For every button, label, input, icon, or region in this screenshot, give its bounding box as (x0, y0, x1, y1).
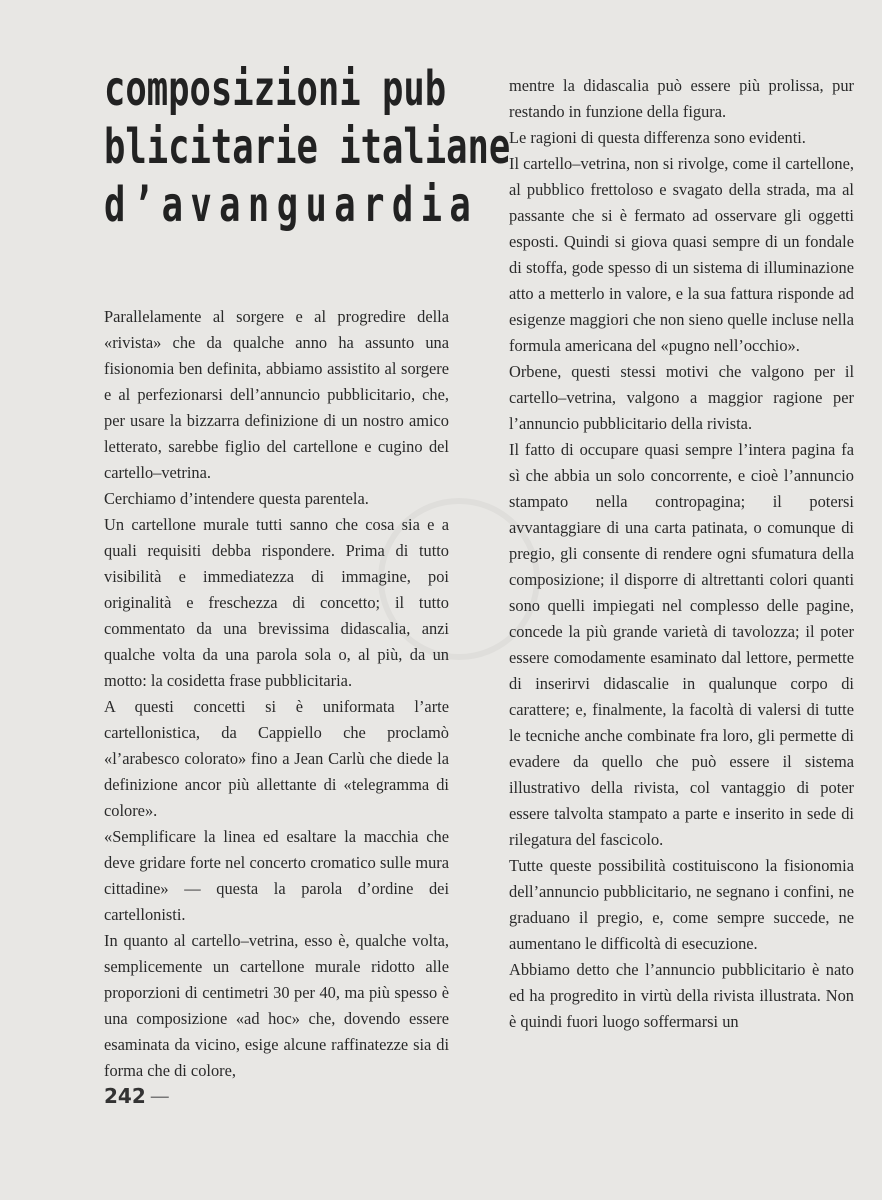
paragraph: A questi concetti si è uniformata l’arte cartellonistica, da Cappiello che proclamò «l’arabesco colorato» fino a Jean Carlù che diede la definizione ancor più allettante di «telegramma di colore». (104, 697, 449, 820)
paragraph: Un cartellone murale tutti sanno che cosa sia e a quali requisiti debba rispondere. Prima di tutto visibilità e immediatezza di immagine, poi originalità e freschezza di concetto; il tutto commentato da una brevissima didascalia, anzi qualche volta da una parola sola o, al più, da un motto: la cosidetta frase pubblicitaria. (104, 515, 449, 690)
right-column (509, 73, 854, 1035)
page-number (104, 1084, 170, 1108)
paragraph: Abbiamo detto che l’annuncio pubblicitario è nato ed ha progredito in virtù della rivista illustrata. Non è quindi fuori luogo soffermarsi un (509, 960, 854, 1031)
paragraph: mentre la didascalia può essere più prolissa, pur restando in funzione della figura. (509, 76, 854, 121)
page-number-dash: — (149, 1084, 170, 1108)
paragraph: Tutte queste possibilità costituiscono la fisionomia dell’annuncio pubblicitario, ne segnano i confini, ne graduano il pregio, e, come sempre succede, ne aumentano le difficoltà di esecuzione. (509, 856, 854, 953)
paragraph: Le ragioni di questa differenza sono evidenti. (509, 128, 806, 147)
paragraph: «Semplificare la linea ed esaltare la macchia che deve gridare forte nel concerto cromatico sulle mura cittadine» — questa la parola d’ordine dei cartellonisti. (104, 827, 449, 924)
title-line: blicitarie italiane (104, 119, 511, 175)
left-column (104, 304, 449, 1084)
paragraph: Il fatto di occupare quasi sempre l’intera pagina fa sì che abbia un solo concorrente, e cioè l’annuncio stampato nella contropagina; il potersi avvantaggiare di una carta patinata, o comunque di pregio, gli consente di rendere ogni sfumatura della composizione; il disporre di altrettanti colori quanti sono quelli impiegati nel complesso delle pagine, concede la più grande varietà di tavolozza; il poter essere comodamente esaminato dal lettore, permette di inserirvi didascalie in qualunque corpo di carattere; e, finalmente, la facoltà di valersi di tutte le tecniche anche combinate fra loro, gli permette di evadere da quello che può essere il sistema illustrativo della rivista, col vantaggio di poter essere talvolta stampato a parte e inserito in sede di rilegatura del fascicolo. (509, 440, 854, 849)
paragraph: Parallelamente al sorgere e al progredire della «rivista» che da qualche anno ha assunto una fisionomia ben definita, abbiamo assistito al sorgere e al perfezionarsi dell’annuncio pubblicitario, che, per usare la bizzarra definizione di un nostro amico letterato, sarebbe figlio del cartellone e cugino del cartello–vetrina. (104, 307, 449, 482)
title-line: d’avanguardia (104, 177, 479, 233)
title-line: composizioni pub (104, 61, 447, 117)
paragraph: Il cartello–vetrina, non si rivolge, come il cartellone, al pubblico frettoloso e svagato della strada, ma al passante che si è fermato ad osservare gli oggetti esposti. Quindi si giova quasi sempre di un fondale di stoffa, gode spesso di un sistema di illuminazione atto a metterlo in valore, e la sua fattura risponde ad esigenze maggiori che non sieno quelle incluse nella formula americana del «pugno nell’occhio». (509, 154, 854, 355)
paragraph: In quanto al cartello–vetrina, esso è, qualche volta, semplicemente un cartellone murale ridotto alle proporzioni di centimetri 30 per 40, ma più spesso è una composizione «ad hoc» che, dovendo essere esaminata da vicino, esige alcune raffinatezze sia di forma che di colore, (104, 931, 449, 1080)
paragraph: Orbene, questi stessi motivi che valgono per il cartello–vetrina, valgono a maggior ragione per l’annuncio pubblicitario della rivista. (509, 362, 854, 433)
page-number-value: 242 (104, 1084, 146, 1108)
paragraph: Cerchiamo d’intendere questa parentela. (104, 489, 369, 508)
article-title (104, 60, 511, 234)
